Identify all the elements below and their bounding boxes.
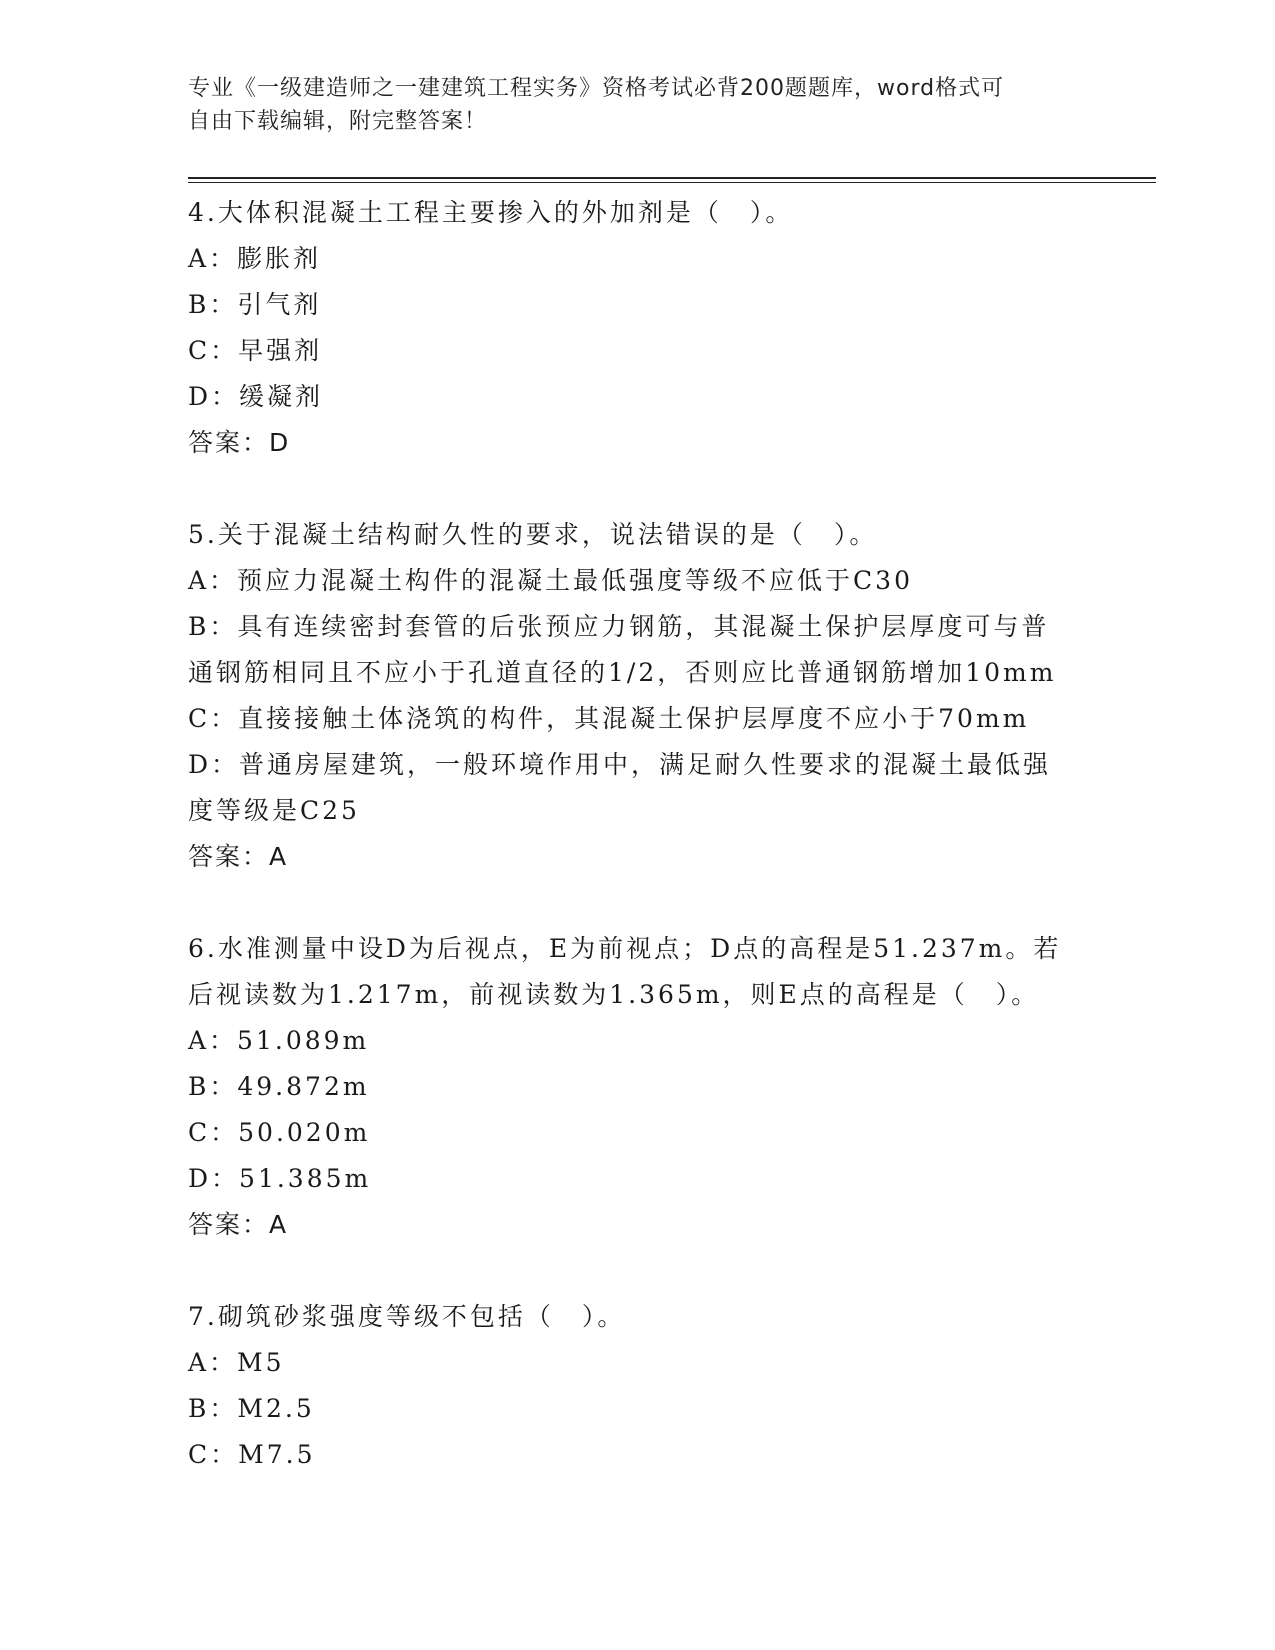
- header-line-1: 专业《一级建造师之一建建筑工程实务》资格考试必背200题题库，word格式可: [188, 76, 1005, 101]
- option-d-continued: 度等级是C25: [188, 796, 360, 825]
- option-a: A：预应力混凝土构件的混凝土最低强度等级不应低于C30: [188, 566, 913, 595]
- option-c: C：M7.5: [188, 1440, 316, 1469]
- option-c: C：50.020m: [188, 1118, 371, 1147]
- question-stem: 6.水准测量中设D为后视点，E为前视点；D点的高程是51.237m。若: [188, 934, 1062, 963]
- header-divider-thick: [188, 177, 1156, 179]
- option-b: B：具有连续密封套管的后张预应力钢筋，其混凝土保护层厚度可与普: [188, 612, 1050, 641]
- question-stem-continued: 后视读数为1.217m，前视读数为1.365m，则E点的高程是（ ）。: [188, 980, 1040, 1009]
- question-stem: 4.大体积混凝土工程主要掺入的外加剂是（ ）。: [188, 198, 794, 227]
- document-header: [188, 72, 1068, 138]
- option-a: A：M5: [188, 1348, 285, 1377]
- option-a: A：膨胀剂: [188, 244, 322, 273]
- spacer: [188, 1248, 1088, 1294]
- answer-label: 答案：A: [188, 842, 289, 871]
- question-stem: 5.关于混凝土结构耐久性的要求，说法错误的是（ ）。: [188, 520, 878, 549]
- question-block: [188, 512, 1088, 880]
- header-divider-thin: [188, 182, 1156, 183]
- answer-label: 答案：D: [188, 428, 291, 457]
- answer-label: 答案：A: [188, 1210, 289, 1239]
- option-b: B：M2.5: [188, 1394, 315, 1423]
- option-d: D：缓凝剂: [188, 382, 324, 411]
- question-block: [188, 926, 1088, 1248]
- option-b-continued: 通钢筋相同且不应小于孔道直径的1/2，否则应比普通钢筋增加10mm: [188, 658, 1057, 687]
- question-stem: 7.砌筑砂浆强度等级不包括（ ）。: [188, 1302, 626, 1331]
- option-b: B：49.872m: [188, 1072, 370, 1101]
- question-list: [188, 190, 1088, 1478]
- option-b: B：引气剂: [188, 290, 322, 319]
- question-block: [188, 1294, 1088, 1478]
- option-a: A：51.089m: [188, 1026, 370, 1055]
- spacer: [188, 466, 1088, 512]
- option-c: C：早强剂: [188, 336, 323, 365]
- option-c: C：直接接触土体浇筑的构件，其混凝土保护层厚度不应小于70mm: [188, 704, 1030, 733]
- option-d: D：普通房屋建筑，一般环境作用中，满足耐久性要求的混凝土最低强: [188, 750, 1052, 779]
- question-block: [188, 190, 1088, 466]
- spacer: [188, 880, 1088, 926]
- header-line-2: 自由下载编辑，附完整答案！: [188, 109, 488, 134]
- option-d: D：51.385m: [188, 1164, 372, 1193]
